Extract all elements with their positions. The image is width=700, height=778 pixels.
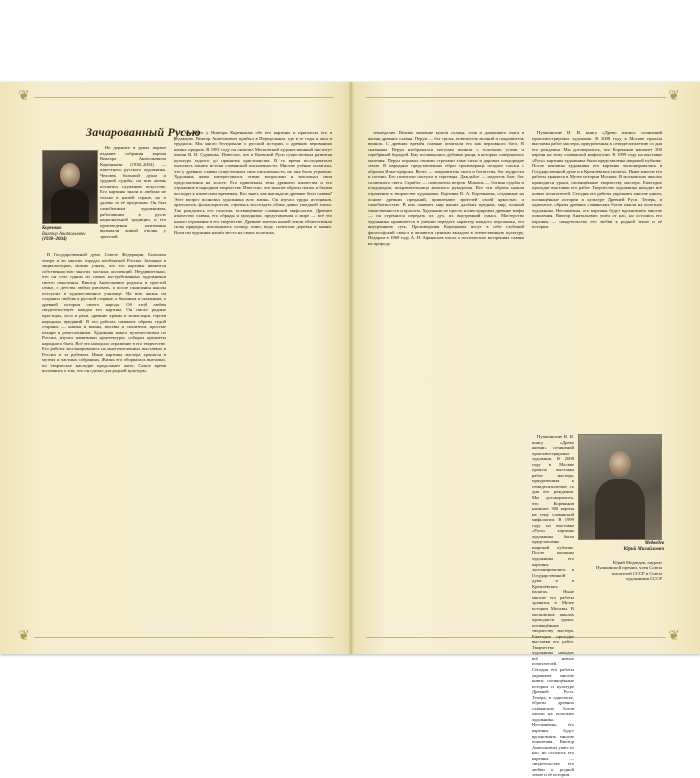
caption-surname: Медведев [644, 541, 664, 546]
caption-fullname: Виктор Анатольевич [42, 231, 86, 237]
portrait-face [60, 163, 80, 187]
text-column-4-lower [532, 434, 574, 778]
caption-name: Коренков [42, 226, 62, 231]
portrait-face [609, 451, 631, 477]
paragraph: Пушкинские И. И. книгу «Древо жизни» сочинений проиллюстрировал художник. В 2008 году в Москве прошла выставка работ мастера, приуроченная к семидесятилетию со дня его рождения. Мы договорились, что Кореньков напишет 300 картин на тему славянской мифологии. В 1999 году на выставке «Русь» картины художника были представлены широкой публике. После кончины художника его картины экспонировались в Государственной думе и в Кремлёвских палатах. Ныне многие его работы хранятся в Музее истории Москвы. В московских школах проводятся уроки, посвящённые творчеству мастера. Ежегодно проходят выставки его работ. Творчество художника находит всё новых почитателей. Сегодня его работы украшают многие книги, посвящённые истории и культуре Древней Руси. Теперь, в одночасье, образы древних славянских богов ожили на полотнах художника. Несомненно, его картины будут вдохновлять многие поколения. Виктор Анатольевич ушёл от нас, но остались его картины — свидетельство его любви к родной земле и её истории. [532, 130, 662, 230]
caption-name: Юрий Михайлович [623, 546, 664, 552]
text-column-1-bottom [42, 252, 166, 592]
caption-korenkov [42, 226, 98, 243]
ornament-top-left-icon: ❦ [18, 89, 30, 104]
portrait-korenkov [42, 150, 98, 224]
ornament-rule-top-left [34, 97, 334, 98]
paragraph: Я приобрёл у Виктора Коренькова обе его картины и пригласил его в редакцию. Виктор Анатольевич прибыл в Переделкино, где в те годы я жил и трудился. Мы много беседовали о русской истории, о древних верованиях наших предков. В 1981 году он окончил Московский художественный институт имени В. И. Сурикова. Известно, что в Киевской Руси существовала развитая культура задолго до принятия христианства. В то время исследователи пытались понять истоки славянской письменности. Многие учёные полагали, что у древних славян существовала своя письменность, но она была утрачена. Художник живо интересовался этими вопросами и воплощал свои представления на холсте. Его привлекала тема древнего язычества и его отражение в народном творчестве. Известно, что многие образы сказок и былин восходят к языческим временам. Кто знает, как выглядели древние боги славян? Этот вопрос волновал художника всю жизнь. Он изучал труды историков, археологов, фольклористов, стремясь воссоздать облик давно ушедшей эпохи. Так рождались его полотна, посвящённые славянской мифологии. Древнее язычество славян, его обряды и праздники, представления о мире — всё это нашло отражение в его творчестве. Древние жители нашей земли обожествляли силы природы, поклонялись солнцу, огню, воде, почитали деревья и камни. Всем им художник нашёл место на своих полотнах. [174, 130, 332, 235]
portrait-body [51, 189, 89, 223]
ornament-bottom-right-icon: ❦ [668, 629, 680, 644]
book-gutter [348, 82, 354, 654]
caption-years: (1938–2004) [42, 237, 67, 243]
ornament-rule-top-right [366, 97, 666, 98]
caption-medvedev-bio [590, 560, 662, 582]
caption-medvedev [610, 541, 664, 552]
paragraph: Пушкинские И. И. книгу «Древо жизни» сочинений проиллюстрировал художник. В 2008 году в Москве прошла выставка работ мастера, приуроченная к семидесятилетию со дня его рождения. Мы договорились, что Кореньков напишет 300 картин на тему славянской мифологии. В 1999 году на выставке «Русь» картины художника были представлены широкой публике. После кончины художника его картины экспонировались в Государственной думе и в Кремлёвских палатах. Ныне многие его работы хранятся в Музее истории Москвы. В московских школах проводятся уроки, посвящённые творчеству мастера. Ежегодно проходят выставки его работ. Творчество художника находит всё новых почитателей. Сегодня его работы украшают многие книги, посвящённые истории и культуре Древней Руси. Теперь, в одночасье, образы древних славянских богов ожили на полотнах художника. Несомненно, его картины будут вдохновлять многие поколения. Виктор Анатольевич ушёл от нас, но остались его картины — свидетельство его любви к родной земле и её истории. [532, 434, 574, 778]
paragraph: Не держите в руках первое издание собрания картин Виктора Анатольевича Коренькова (1938–2004) — известного русского художника. Человек большой души и трудной судьбы, он всю жизнь посвятил служению искусству. Его картины знали и любили не только в нашей стране, но и далеко за её пределами. Он был самобытным художником, работавшим в русле национальной традиции, и его произведения неизменно вызывали живой отклик у зрителей. [100, 145, 166, 239]
portrait-medvedev [578, 434, 662, 540]
ornament-rule-bottom-right [366, 637, 666, 638]
ornament-bottom-left-icon: ❦ [18, 629, 30, 644]
text-column-1-top [100, 145, 166, 250]
page-title: Зачарованный Русью [86, 125, 201, 139]
text-column-4 [532, 130, 662, 430]
caption-bio: Юрий Медведев, лауреат Пушкинской премии, член Союза писателей СССР и Союза художников СССР [595, 560, 662, 582]
text-column-2 [174, 130, 332, 598]
text-column-3 [368, 130, 524, 598]
paragraph: В Государственной думе, Совете Федерации, Большом театре и во многих городах необъятной России. Заглянув в энциклопедию, можно узнать, что его картины являются собственностью многих частных коллекций. Неудивительно, что он стал одним из самых востребованных художников своего поколения. Виктор Анатольевич родился в простой семье, с детства любил рисовать, а после окончания школы поступил в художественное училище. На всю жизнь он сохранил любовь к русской старине, к былинам и сказаниям, к древней истории своего народа. Об этой любви свидетельствует каждая его картина. Он писал родные просторы, леса и реки, древние храмы и монастыри, героев народных преданий. В его работах оживают образы седой старины — князья и воины, волхвы и сказители, простые пахари и ремесленники. Художник много путешествовал по России, изучал памятники архитектуры, собирал предметы народного быта. Всё это находило отражение в его творчестве. Его работы экспонировались на многочисленных выставках в России и за рубежом. Ныне картины мастера хранятся в музеях и частных собраниях. Жизнь его оборвалась внезапно, но творческое наследие продолжает жить. Самое время вспомнить о том, что он сделал для родной культуры. [42, 252, 166, 374]
ornament-rule-bottom-left [34, 637, 334, 638]
ornament-top-right-icon: ❦ [668, 89, 680, 104]
paragraph: земледелие. Велико значение культа солнца, огня и домашнего очага в жизни древних славян. Перун — бог грозы, повелитель молний и покровитель воинов. С древних времён славяне почитали его как верховного бога. В сказаниях Перун изображался могучим воином с золотыми усами и серебряной бородой. Ему посвящались дубовые рощи, в которых совершались моления. Перун поражал своими стрелами злые силы и даровал плодородие земле. В народных представлениях образ громовержца позднее слился с образом Ильи-пророка. Велес — покровитель скота и богатства, бог мудрости и поэзии. Его почитали пастухи и торговцы. Даждьбог — податель благ, бог солнечного света. Стрибог — повелитель ветров. Мокошь — богиня судьбы и плодородия, покровительница женского рукоделия. Все эти образы нашли отражение в творчестве художника. Картины В. А. Коренькова, созданные на основе древних преданий, привлекают зрителей своей яркостью и самобытностью. В них оживает мир наших далёких предков, мир, полный таинственности и красоты. Художник не просто иллюстрировал древние мифы — он стремился передать их дух, их внутренний смысл. Мастерство художника проявляется в умении передать характер каждого персонажа, его внутреннюю суть. Произведения Коренькова несут в себе глубокий философский смысл и являются ценным вкладом в отечественную культуру. Недаром в 1869 году А. Н. Афанасьев писал о поэтических воззрениях славян на природу. [368, 130, 524, 246]
portrait-body [595, 479, 645, 539]
